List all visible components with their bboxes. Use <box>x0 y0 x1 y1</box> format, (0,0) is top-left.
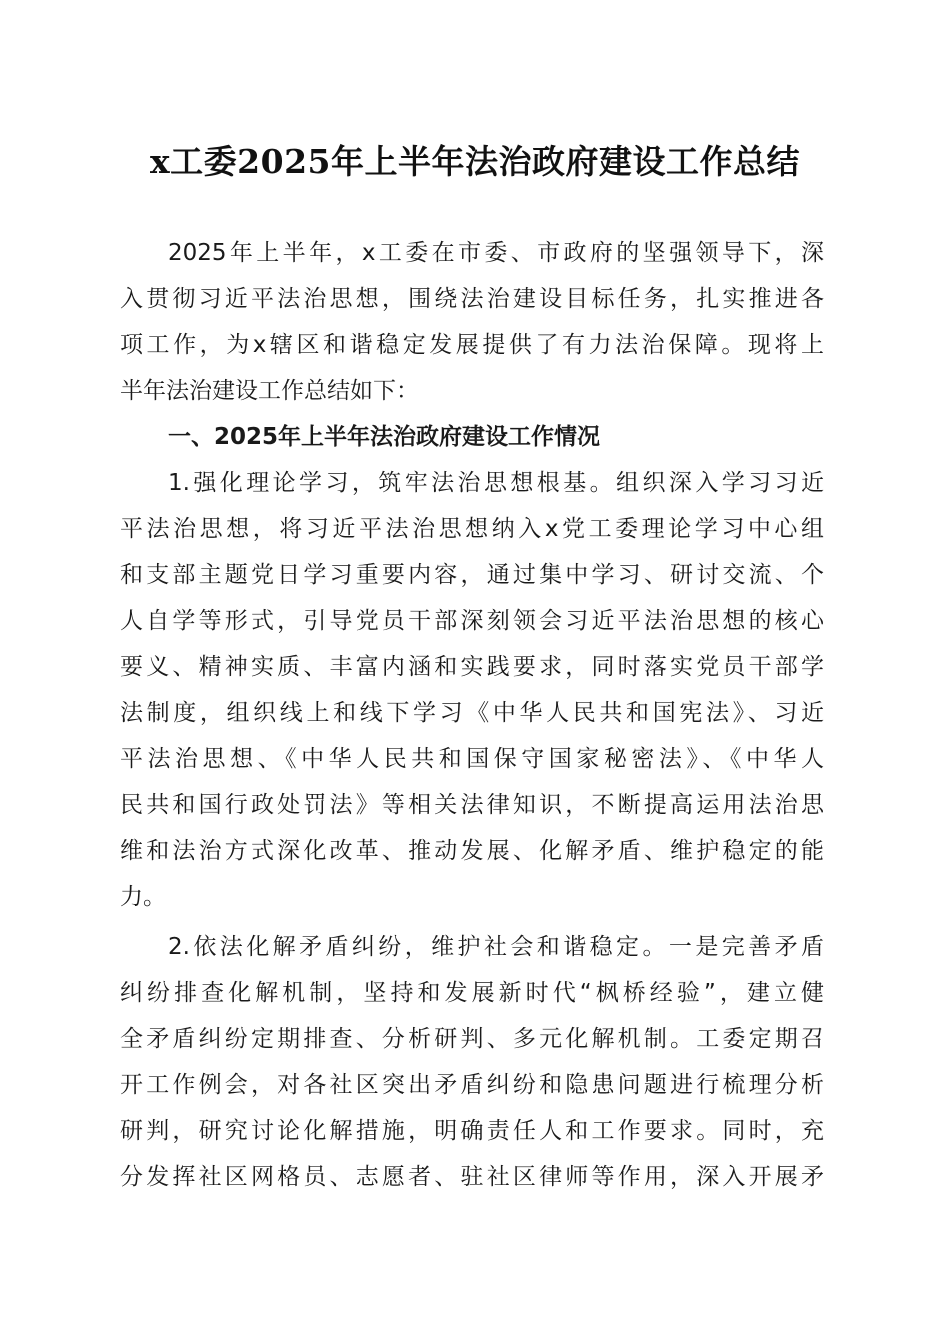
paragraph-line: 人自学等形式，引导党员干部深刻领会习近平法治思想的核心 <box>120 608 824 634</box>
paragraph-line: 2.依法化解矛盾纠纷，维护社会和谐稳定。一是完善矛盾 <box>168 934 824 960</box>
paragraph-line: 法制度，组织线上和线下学习《中华人民共和国宪法》、习近 <box>120 700 824 726</box>
paragraph-line: 项工作，为x辖区和谐稳定发展提供了有力法治保障。现将上 <box>120 332 824 358</box>
paragraph-line: 民共和国行政处罚法》等相关法律知识，不断提高运用法治思 <box>120 792 824 818</box>
paragraph-line: 研判，研究讨论化解措施，明确责任人和工作要求。同时，充 <box>120 1118 824 1144</box>
paragraph-line: 和支部主题党日学习重要内容，通过集中学习、研讨交流、个 <box>120 562 824 588</box>
paragraph-line: 维和法治方式深化改革、推动发展、化解矛盾、维护稳定的能 <box>120 838 824 864</box>
intro-paragraph <box>120 230 824 414</box>
paragraph-line: 纠纷排查化解机制，坚持和发展新时代“枫桥经验”，建立健 <box>120 980 824 1006</box>
paragraph-line: 开工作例会，对各社区突出矛盾纠纷和隐患问题进行梳理分析 <box>120 1072 824 1098</box>
paragraph-line: 力。 <box>120 884 166 910</box>
section-heading: 一、2025年上半年法治政府建设工作情况 <box>168 424 601 450</box>
paragraph-line: 全矛盾纠纷定期排查、分析研判、多元化解机制。工委定期召 <box>120 1026 824 1052</box>
item-2-paragraph <box>120 924 824 1200</box>
paragraph-line: 分发挥社区网格员、志愿者、驻社区律师等作用，深入开展矛 <box>120 1164 824 1190</box>
document-title: x工委2025年上半年法治政府建设工作总结 <box>149 142 801 181</box>
paragraph-line: 1.强化理论学习，筑牢法治思想根基。组织深入学习习近 <box>168 470 824 496</box>
paragraph-line: 半年法治建设工作总结如下： <box>120 378 419 404</box>
paragraph-line: 入贯彻习近平法治思想，围绕法治建设目标任务，扎实推进各 <box>120 286 824 312</box>
paragraph-line: 平法治思想，将习近平法治思想纳入x党工委理论学习中心组 <box>120 516 824 542</box>
document-body <box>120 230 824 1200</box>
paragraph-line: 平法治思想、《中华人民共和国保守国家秘密法》、《中华人 <box>120 746 824 772</box>
item-1-paragraph <box>120 460 824 920</box>
paragraph-line: 2025年上半年，x工委在市委、市政府的坚强领导下，深 <box>168 240 824 266</box>
paragraph-line: 要义、精神实质、丰富内涵和实践要求，同时落实党员干部学 <box>120 654 824 680</box>
